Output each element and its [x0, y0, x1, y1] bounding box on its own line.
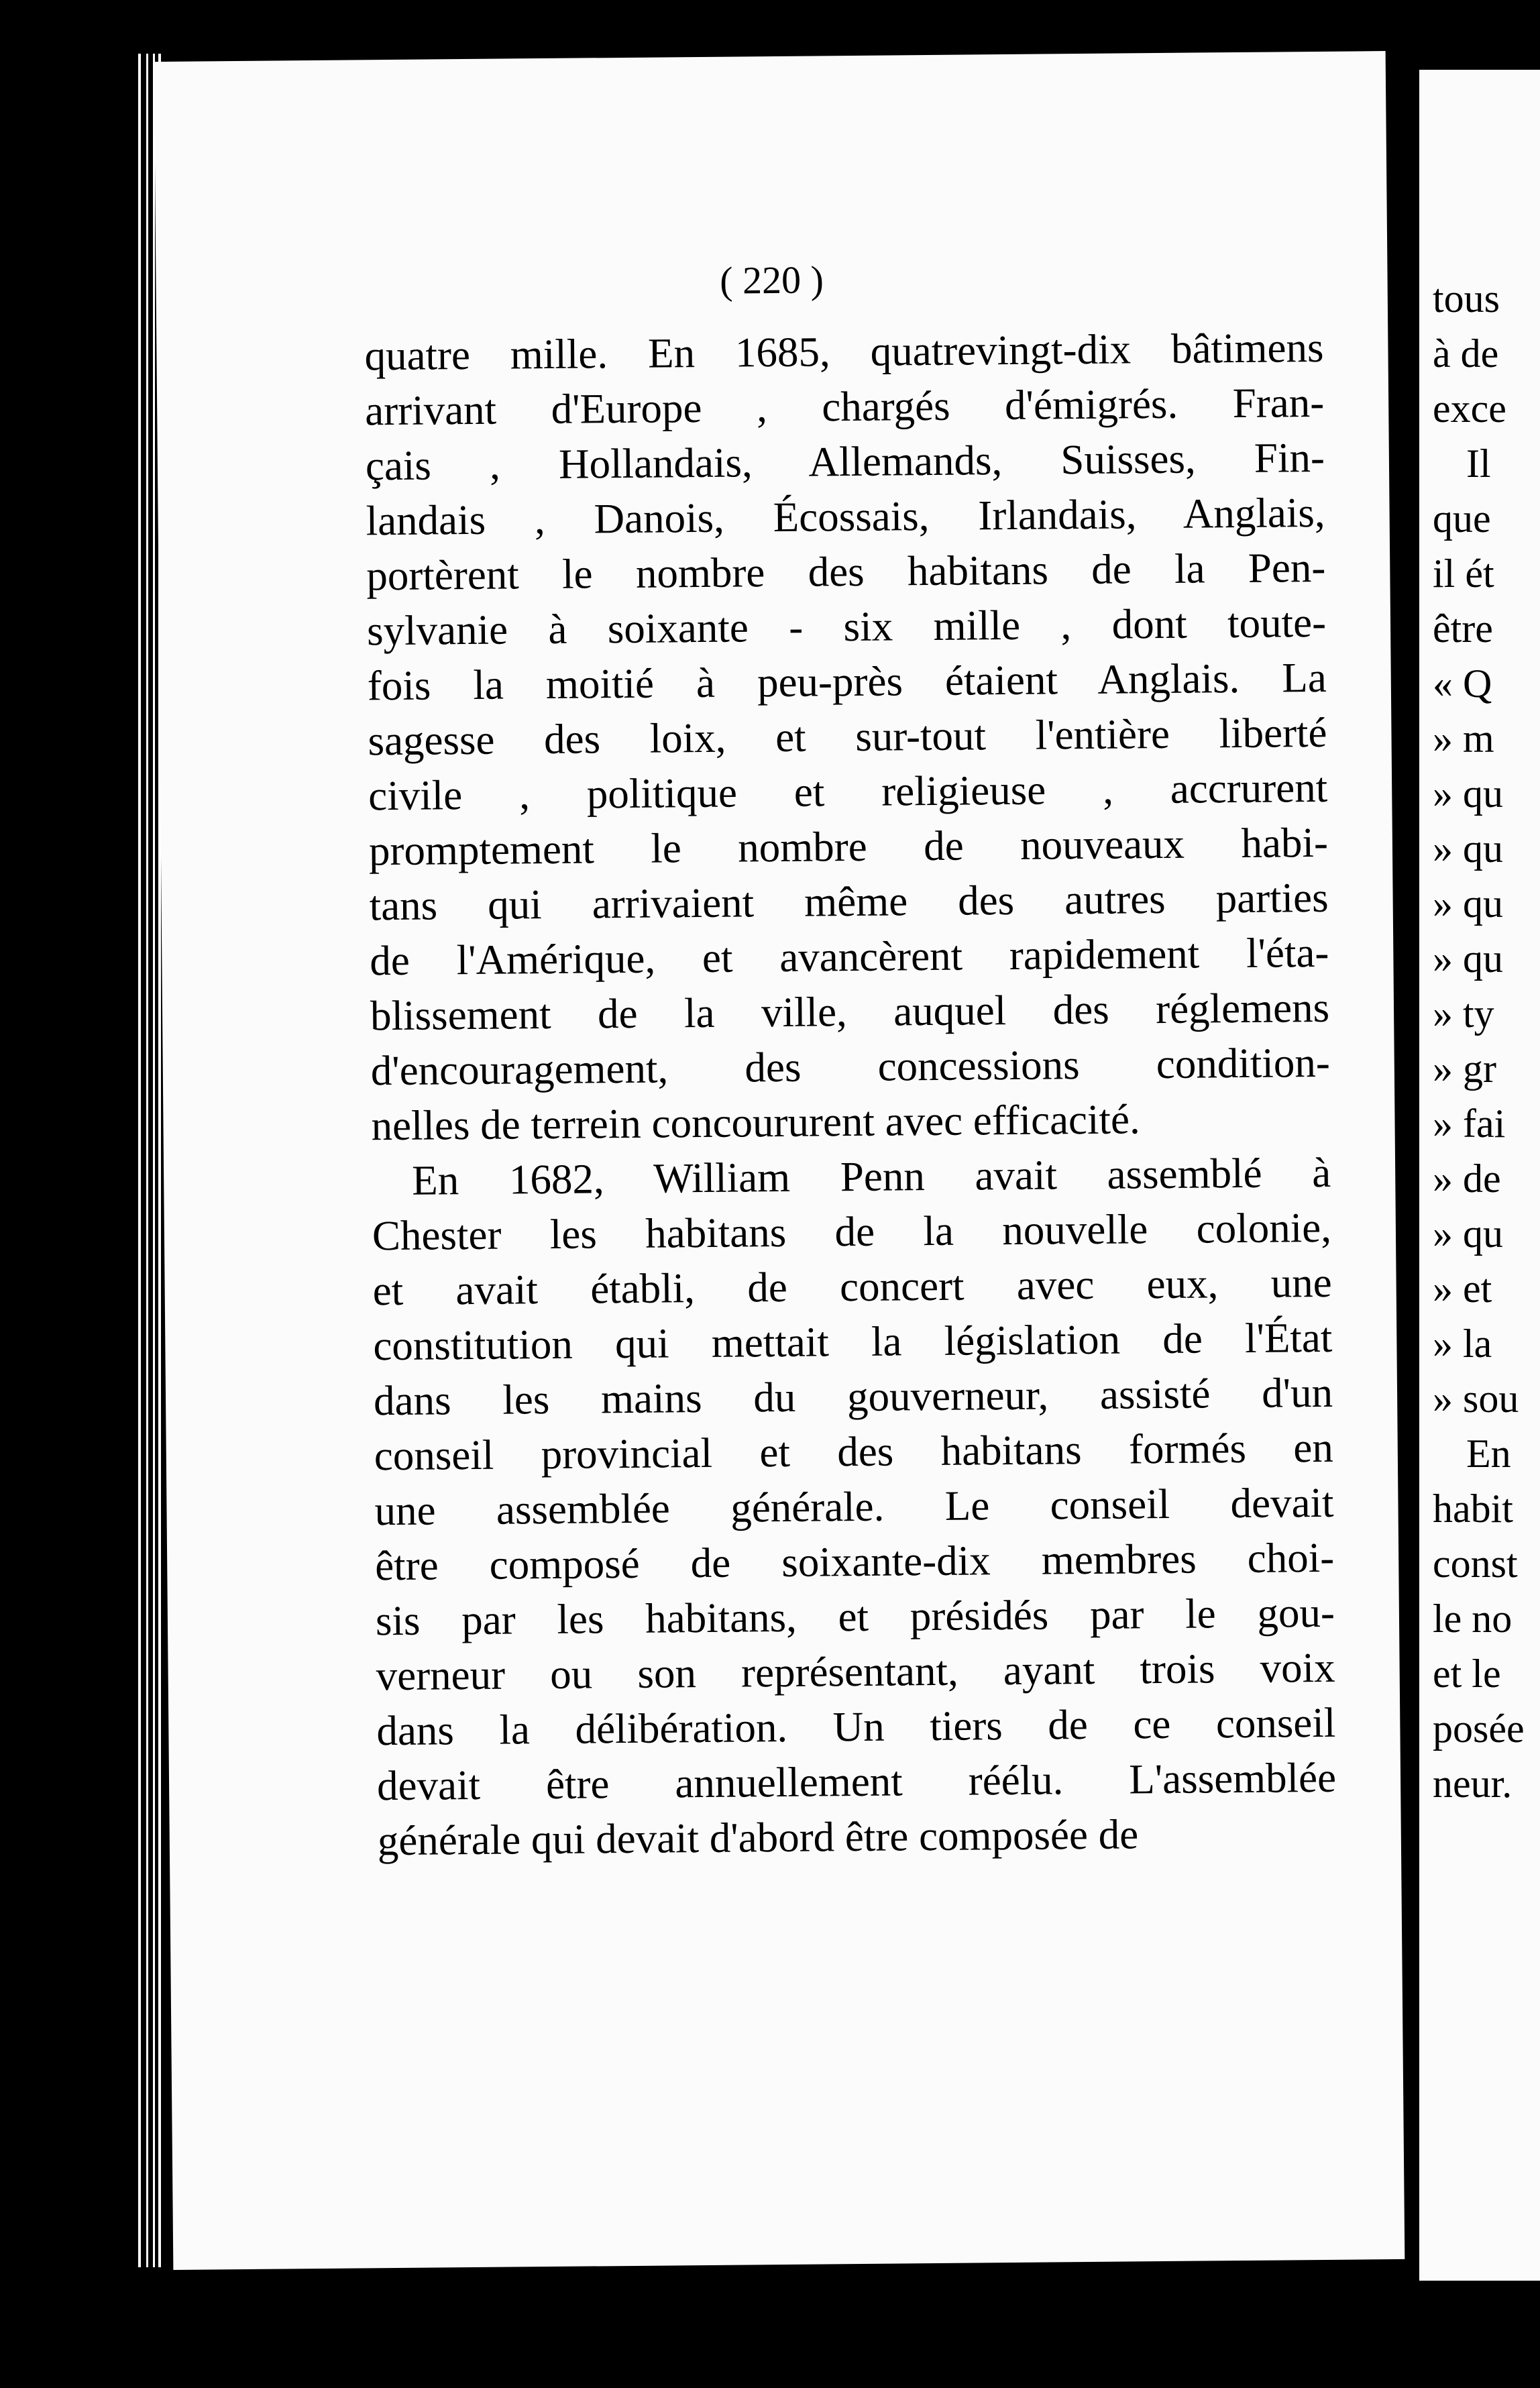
text-line: blissement de la ville, auquel des réglemens — [370, 983, 1330, 1040]
text-line: promptement le nombre de nouveaux habi- — [368, 818, 1329, 875]
right-text-line: » qu — [1433, 1211, 1503, 1256]
right-page-text — [1433, 271, 1525, 1811]
text-line: dans la délibération. Un tiers de ce conseil — [376, 1698, 1336, 1755]
text-line: arrivant d'Europe , chargés d'émigrés. Fran- — [364, 378, 1325, 435]
text-line: une assemblée générale. Le conseil devait — [374, 1478, 1334, 1535]
right-text-line: que — [1433, 496, 1491, 541]
right-text-line: posée — [1433, 1706, 1525, 1751]
page-edge — [146, 54, 148, 2267]
right-text-line: neur. — [1433, 1761, 1512, 1806]
right-text-line: être — [1433, 606, 1493, 651]
right-text-line: exce — [1433, 386, 1506, 431]
text-line: de l'Amérique, et avancèrent rapidement l'éta- — [370, 928, 1329, 985]
text-line: constitution qui mettait la législation de l'État — [373, 1313, 1333, 1370]
text-line: devait être annuellement réélu. L'assemblée — [376, 1753, 1337, 1810]
text-line: être composé de soixante-dix membres choi- — [374, 1533, 1335, 1590]
text-line: dans les mains du gouverneur, assisté d'un — [373, 1368, 1333, 1425]
right-text-line: » fai — [1433, 1101, 1506, 1146]
right-text-line: » qu — [1433, 771, 1503, 816]
right-text-line: » qu — [1433, 881, 1503, 926]
text-line: portèrent le nombre des habitans de la Pen- — [366, 543, 1326, 600]
right-text-line: » m — [1433, 716, 1494, 761]
page-edge — [138, 54, 141, 2267]
text-line: landais , Danois, Écossais, Irlandais, Anglais, — [366, 488, 1325, 545]
text-line: d'encouragement, des concessions condition- — [370, 1038, 1331, 1095]
text-line: sagesse des loix, et sur-tout l'entière liberté — [368, 708, 1327, 765]
right-text-line: » sou — [1433, 1376, 1519, 1421]
page-number: ( 220 ) — [719, 258, 824, 303]
right-text-line: » de — [1433, 1156, 1501, 1201]
right-text-line: const — [1433, 1541, 1518, 1586]
right-text-line: » la — [1433, 1321, 1492, 1366]
left-page — [154, 51, 1405, 2270]
text-line: tans qui arrivaient même des autres parties — [369, 873, 1329, 930]
text-line: sylvanie à soixante - six mille , dont toute- — [366, 598, 1327, 655]
text-line: civile , politique et religieuse , accrurent — [368, 763, 1328, 820]
page-body-text — [364, 320, 1337, 1868]
text-line: et avait établi, de concert avec eux, une — [372, 1258, 1332, 1315]
text-line: Chester les habitans de la nouvelle colonie, — [372, 1203, 1332, 1260]
right-text-line: » gr — [1433, 1046, 1496, 1091]
right-text-line: » et — [1433, 1266, 1492, 1311]
text-line: fois la moitié à peu-près étaient Anglais. La — [367, 653, 1327, 710]
right-text-line: habit — [1433, 1486, 1513, 1531]
right-text-line: » ty — [1433, 991, 1494, 1036]
right-text-line: tous — [1433, 276, 1500, 321]
page-edge — [153, 54, 155, 2267]
text-line: nelles de terrein concoururent avec efficacité. — [371, 1095, 1140, 1150]
right-text-line: il ét — [1433, 551, 1494, 596]
text-line: verneur ou son représentant, ayant trois voix — [376, 1643, 1335, 1700]
right-page — [1419, 70, 1540, 2281]
right-text-line: » qu — [1433, 826, 1503, 871]
right-text-line: « Q — [1433, 661, 1492, 706]
text-line: çais , Hollandais, Allemands, Suisses, Fin- — [365, 433, 1325, 490]
text-line: conseil provincial et des habitans formés en — [374, 1423, 1334, 1480]
text-line: sis par les habitans, et présidés par le gou- — [375, 1588, 1335, 1645]
right-text-line: le no — [1433, 1596, 1512, 1641]
right-text-line: à de — [1433, 331, 1499, 376]
right-text-line: » qu — [1433, 936, 1503, 981]
text-line: générale qui devait d'abord être composée de — [377, 1810, 1139, 1865]
right-text-line: En — [1466, 1431, 1511, 1476]
text-line: En 1682, William Penn avait assemblé à — [411, 1148, 1331, 1204]
right-text-line: et le — [1433, 1651, 1501, 1696]
right-text-line: Il — [1466, 441, 1491, 486]
text-line: quatre mille. En 1685, quatrevingt-dix bâtimens — [364, 323, 1324, 380]
